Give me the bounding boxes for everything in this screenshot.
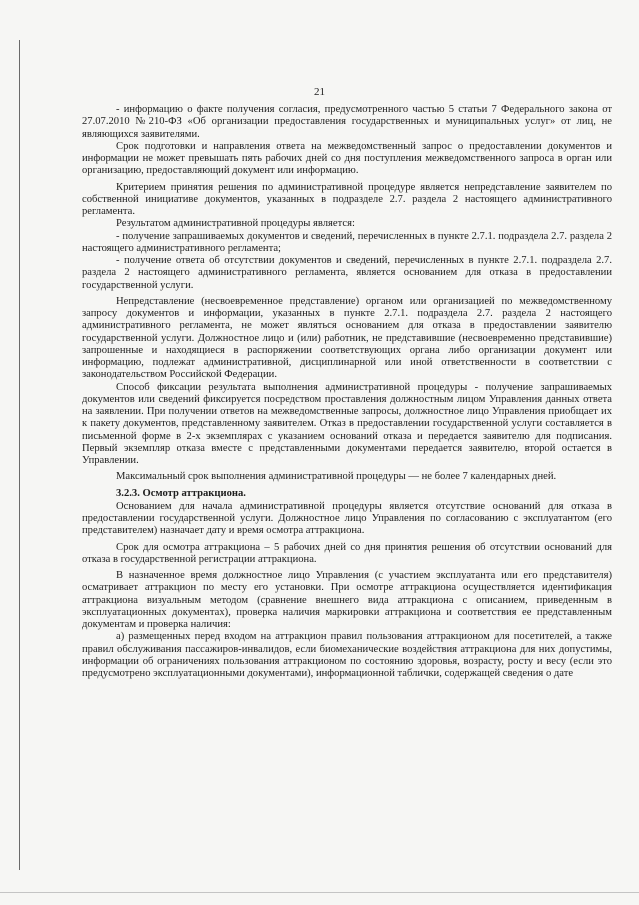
paragraph-procedure-result-intro: Результатом административной процедуры является:: [116, 218, 355, 230]
paragraph-nonsubmission-responsibility: Непредставление (несвоевременное представление) органом или организацией по межведомственному запросу документов и информации, указанных в пункте 2.7.1. подраздела 2.7. раздела 2 настоящего административного регламента, не может являться основанием для отказа в предоставлении заявителю государственной услуги. Должностное лицо и (или) работник, не представившие (несвоевременно представившие) запрошенные и находящиеся в распоряжении соответствующих органа либо организации документ или информацию, подлежат административной, дисциплинарной или иной ответственности в соответствии с законодательством Российской Федерации.: [82, 295, 612, 381]
page-number: 21: [314, 86, 325, 98]
paragraph-consent-info: - информацию о факте получения согласия, предусмотренного частью 5 статьи 7 Федерального закона от 27.07.2010 №210-ФЗ «Об организации предоставления государственных и муниципальных услуг» от лиц, не являющихся заявителями.: [82, 104, 612, 140]
paragraph-inspection-item-a: а) размещенных перед входом на аттракцион правил пользования аттракционом для посетителей, а также правил обслуживания пассажиров-инвалидов, если биомеханические воздействия аттракциона для них допустимы, информации об ограничениях пользования аттракционом по состоянию здоровья, возрасту, росту и весу (если это предусмотрено эксплуатационными документами), информационной таблички, содержащей сведения о дате: [82, 631, 612, 679]
bottom-scan-edge: [0, 892, 639, 893]
paragraph-result-fixation: Способ фиксации результата выполнения административной процедуры - получение запрашиваемых документов или сведений фиксируется посредством проставления должностным лицом Управления данных ответа на заявлении. При получении ответов на межведомственные запросы, должностное лицо Управления приобщает их к пакету документов, представленному заявителем. Отказ в предоставлении государственной услуги составляется в письменной форме в 2-х экземплярах с указанием оснований отказа и передается заявителю для подписания. Первый экземпляр отказа вместе с представленными документами передается заявителю, второй остается в Управлении.: [82, 381, 612, 466]
document-body: [82, 104, 612, 680]
paragraph-inspection-procedure: В назначенное время должностное лицо Управления (с участием эксплуатанта или его представителя) осматривает аттракцион по месту его установки. При осмотре аттракциона осуществляется идентификация аттракциона визуальным методом (сравнение внешнего вида аттракциона с описанием, приведенным в эксплуатационных документах), проверка наличия маркировки аттракциона и соответствия ее представленным документам и проверка наличия:: [82, 570, 612, 630]
paragraph-decision-criterion: Критерием принятия решения по административной процедуре является непредставление заявителем по собственной инициативе документов, указанных в подразделе 2.7. раздела 2 настоящего административного регламента.: [82, 181, 612, 217]
binding-margin-line: [19, 40, 20, 870]
paragraph-inspection-deadline: Срок для осмотра аттракциона – 5 рабочих дней со дня принятия решения об отсутствии оснований для отказа в государственной регистрации аттракциона.: [82, 541, 612, 565]
paragraph-result-absence-response: - получение ответа об отсутствии документов и сведений, перечисленных в пункте 2.7.1. подраздела 2.7. раздела 2 настоящего административного регламента, является основанием для отказа в предоставлении государственной услуги.: [82, 255, 612, 291]
paragraph-result-documents-received: - получение запрашиваемых документов и сведений, перечисленных в пункте 2.7.1. подраздела 2.7. раздела 2 настоящего административного регламента;: [82, 230, 612, 254]
paragraph-inspection-basis: Основанием для начала административной процедуры является отсутствие оснований для отказа в предоставлении государственной услуги. Должностное лицо Управления по согласованию с эксплуатантом (его представителем) назначает дату и время осмотра аттракциона.: [82, 500, 612, 537]
section-heading-attraction-inspection: 3.2.3. Осмотр аттракциона.: [116, 487, 246, 499]
paragraph-max-duration: Максимальный срок выполнения административной процедуры — не более 7 календарных дней.: [116, 471, 557, 483]
paragraph-response-deadline: Срок подготовки и направления ответа на межведомственный запрос о предоставлении документов и информации не может превышать пять рабочих дней со дня поступления межведомственного запроса в орган или организацию, предоставляющий документ или информацию.: [82, 140, 612, 177]
